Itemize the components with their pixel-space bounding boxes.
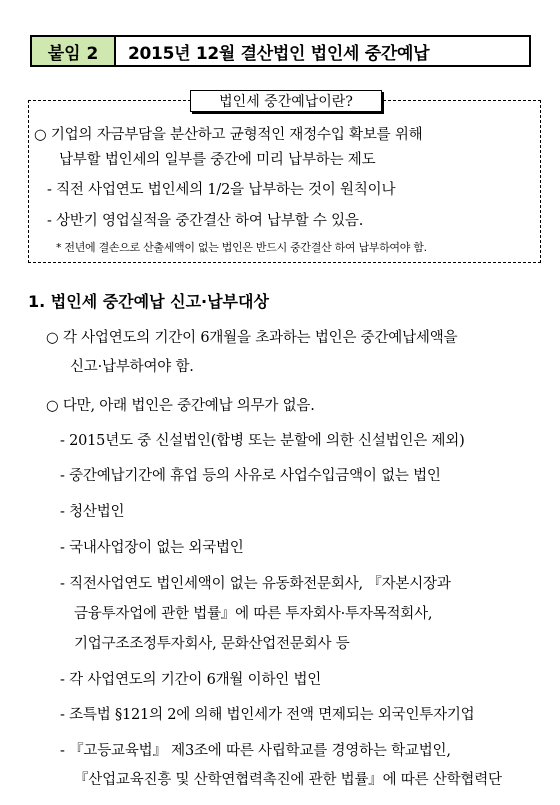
definition-line: ○ 기업의 자금부담을 분산하고 균형적인 재정수입 확보를 위해 [34,127,423,143]
list-item: - 중간예납기간에 휴업 등의 사유로 사업수입금액이 없는 법인 [60,468,441,484]
attachment-tag: 붙임 2 [32,37,116,65]
list-item-continuation: 『산업교육진흥 및 산학연협력촉진에 관한 법률』에 따른 산학협력단 [74,772,502,788]
section-heading: 1. 법인세 중간예납 신고·납부대상 [28,292,269,311]
list-item: - 각 사업연도의 기간이 6개월 이하인 법인 [60,672,322,688]
paragraph-line: ○ 각 사업연도의 기간이 6개월을 초과하는 법인은 중간예납세액을 [46,330,458,346]
definition-note: * 전년에 결손으로 산출세액이 없는 법인은 반드시 중간결산 하여 납부하여야 함. [56,241,427,254]
page-title: 2015년 12월 결산법인 법인세 중간예납 [128,43,430,64]
list-item: - 국내사업장이 없는 외국법인 [60,540,244,556]
list-item: - 청산법인 [60,504,125,520]
paragraph-line: 신고·납부하여야 함. [70,359,194,375]
definition-line: - 직전 사업연도 법인세의 1/2을 납부하는 것이 원칙이나 [47,182,396,198]
list-item-continuation: 기업구조조정투자회사, 문화산업전문회사 등 [74,636,350,652]
definition-line: 납부할 법인세의 일부를 중간에 미리 납부하는 제도 [59,152,376,168]
list-item-continuation: 금융투자업에 관한 법률』에 따른 투자회사·투자목적회사, [74,606,433,622]
list-item: - 2015년도 중 신설법인(합병 또는 분할에 의한 신설법인은 제외) [60,433,465,449]
definition-box-label: 법인세 중간예납이란? [190,90,382,112]
list-item: - 『고등교육법』 제3조에 따른 사립학교를 경영하는 학교법인, [60,743,451,759]
list-item: - 조특법 §121의 2에 의해 법인세가 전액 면제되는 외국인투자기업 [60,707,475,723]
paragraph-line: ○ 다만, 아래 법인은 중간예납 의무가 없음. [46,398,315,414]
list-item: - 직전사업연도 법인세액이 없는 유동화전문회사, 『자본시장과 [60,576,451,592]
title-bar [30,35,531,67]
definition-line: - 상반기 영업실적을 중간결산 하여 납부할 수 있음. [47,213,364,229]
